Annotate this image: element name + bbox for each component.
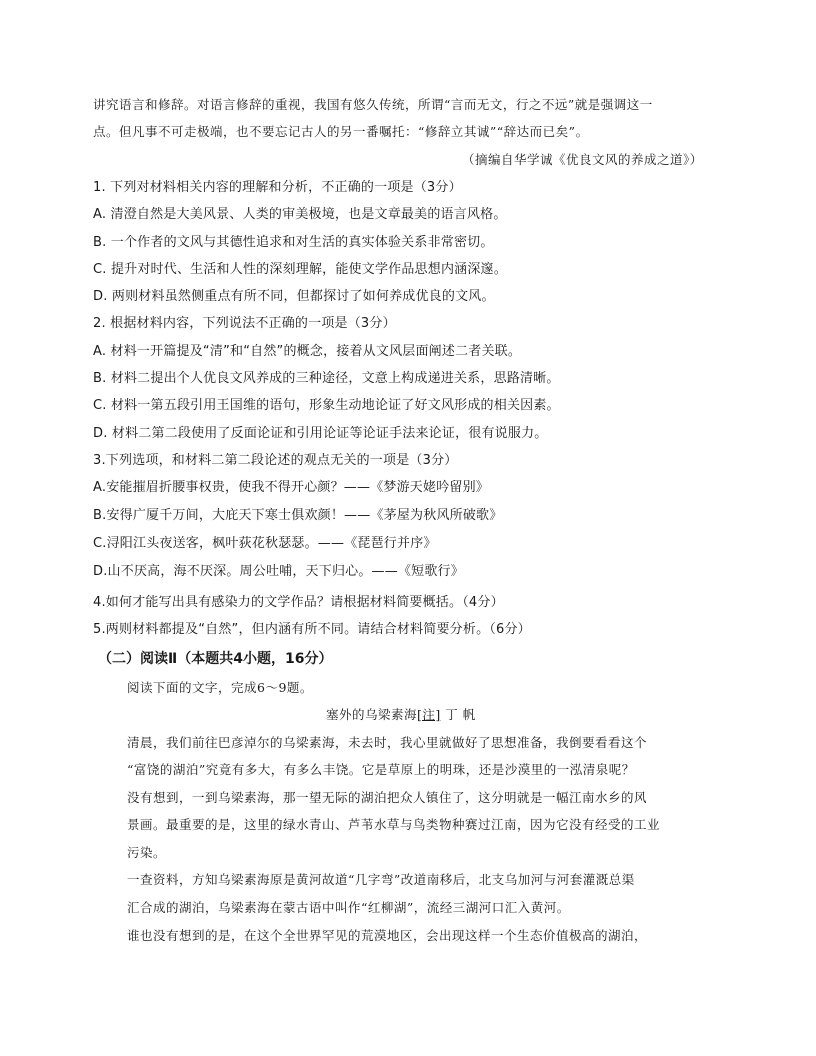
passage-author: 丁 帆 xyxy=(440,707,476,722)
question-3-option-d: D.山不厌高，海不厌深。周公吐哺，天下归心。——《短歌行》 xyxy=(93,564,464,579)
question-stem-4: 4.如何才能写出具有感染力的文学作品？请根据材料简要概括。（4分） xyxy=(93,595,504,610)
section-heading: （二）阅读Ⅱ（本题共4小题，16分） xyxy=(98,651,333,667)
question-stem-5: 5.两则材料都提及“自然”，但内涵有所不同。请结合材料简要分析。（6分） xyxy=(93,622,531,637)
question-1-option-b: B. 一个作者的文风与其德性追求和对生活的真实体验关系非常密切。 xyxy=(93,235,494,250)
question-2-option-c: C. 材料一第五段引用王国维的语句，形象生动地论证了好文风形成的相关因素。 xyxy=(93,398,560,413)
passage-title-text: 塞外的乌梁素海 xyxy=(326,707,418,722)
passage-line: 没有想到，一到乌梁素海，那一望无际的湖泊把众人镇住了，这分明就是一幅江南水乡的风 xyxy=(127,790,648,805)
question-2-option-b: B. 材料二提出个人优良文风养成的三种途径，文意上构成递进关系，思路清晰。 xyxy=(93,371,560,386)
passage-line: “富饶的湖泊”究竟有多大，有多么丰饶。它是草原上的明珠，还是沙漠里的一泓清泉呢？ xyxy=(127,762,635,777)
material-text-line: 讲究语言和修辞。对语言修辞的重视，我国有悠久传统，所谓“言而无文，行之不远”就是强调这一 xyxy=(93,97,653,112)
question-3-option-b: B.安得广厦千万间，大庇天下寒士俱欢颜！——《茅屋为秋风所破歌》 xyxy=(93,508,503,523)
question-stem-2: 2. 根据材料内容，下列说法不正确的一项是（3分） xyxy=(93,316,396,331)
question-2-option-a: A. 材料一开篇提及“清”和“自然”的概念，接着从文风层面阐述二者关联。 xyxy=(93,344,522,359)
title-footnote-link[interactable]: [注] xyxy=(417,707,441,722)
question-3-option-a: A.安能摧眉折腰事权贵，使我不得开心颜？——《梦游天姥吟留别》 xyxy=(93,480,489,495)
passage-line: 清晨，我们前往巴彦淖尔的乌梁素海，未去时，我心里就做好了思想准备，我倒要看看这个 xyxy=(127,735,648,750)
passage-title xyxy=(326,705,476,725)
passage-line: 污染。 xyxy=(127,845,167,860)
question-stem-1: 1. 下列对材料相关内容的理解和分析，不正确的一项是（3分） xyxy=(93,180,462,195)
question-stem-3: 3.下列选项，和材料二第二段论述的观点无关的一项是（3分） xyxy=(93,453,458,468)
question-2-option-d: D. 材料二第二段使用了反面论证和引用论证等论证手法来论证，很有说服力。 xyxy=(93,426,548,441)
question-1-option-d: D. 两则材料虽然侧重点有所不同，但都探讨了如何养成优良的文风。 xyxy=(93,289,495,304)
material-text-line: 点。但凡事不可走极端，也不要忘记古人的另一番嘱托：“修辞立其诚”“辞达而已矣”。 xyxy=(93,124,589,139)
reading-instruction: 阅读下面的文字，完成6～9题。 xyxy=(127,680,313,695)
question-3-option-c: C.浔阳江头夜送客，枫叶荻花秋瑟瑟。——《琵琶行并序》 xyxy=(93,536,437,551)
passage-line: 景画。最重要的是，这里的绿水青山、芦苇水草与鸟类物种赛过江南，因为它没有经受的工业 xyxy=(127,817,661,832)
passage-line: 谁也没有想到的是，在这个全世界罕见的荒漠地区，会出现这样一个生态价值极高的湖泊， xyxy=(127,928,648,943)
passage-line: 汇合成的湖泊，乌梁素海在蒙古语中叫作“红柳湖”，流经三湖河口汇入黄河。 xyxy=(127,900,570,915)
passage-line: 一查资料，方知乌梁素海原是黄河故道“几字弯”改道南移后，北支乌加河与河套灌溉总渠 xyxy=(127,872,635,887)
question-1-option-c: C. 提升对时代、生活和人性的深刻理解，能使文学作品思想内涵深邃。 xyxy=(93,262,507,277)
question-1-option-a: A. 清澄自然是大美风景、人类的审美极境，也是文章最美的语言风格。 xyxy=(93,207,507,222)
material-source: （摘编自华学诚《优良文风的养成之道》） xyxy=(462,152,703,167)
